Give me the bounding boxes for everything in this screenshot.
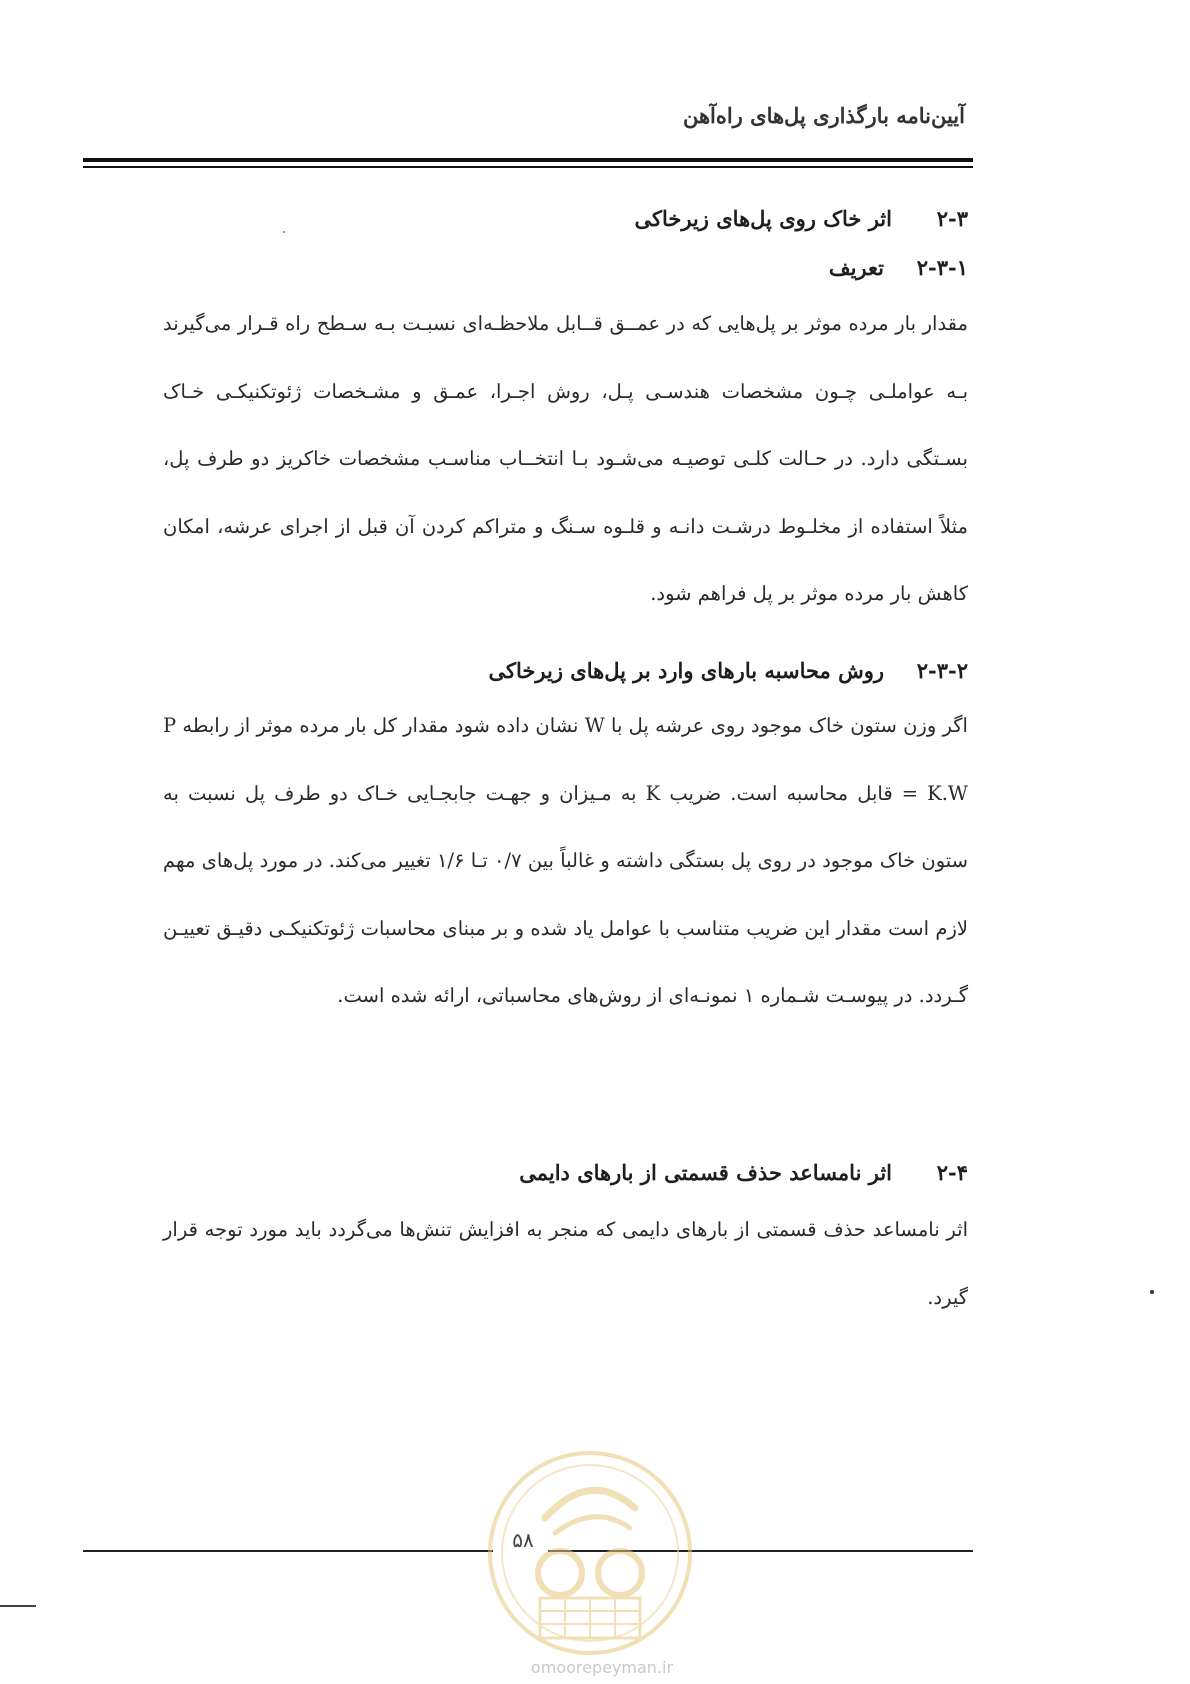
footer-rule-left [83,1550,493,1552]
paragraph-calculation-method: اگر وزن ستون خاک موجود روی عرشه پل با W نشان داده شود مقدار کل بار مرده موثر از رابطه P = K.W قابل محاسبه است. ضریب K به مـیزان و جهـت جابجـایی خـاک دو طرف پل نسبت به ستون خاک موجود در روی پل بستگی داشته و غالباً بین ۰/۷ تـا ۱/۶ تغییر می‌کند. در مورد پل‌های مهم لازم است مقدار این ضریب متناسب با عوامل یاد شده و بر مبنای محاسبات ژئوتکنیکـی دقیـق تعییـن گـردد. در پیوسـت شـماره ۱ نمونـه‌ای از روش‌های محاسباتی، ارائه شده است. [163,714,969,1007]
section-heading-2-4 [218,1160,968,1185]
subsection-title: روش محاسبه بارهای وارد بر پل‌های زیرخاکی [488,658,884,683]
section-heading-2-3 [218,206,968,231]
scan-speck [283,231,285,233]
running-header-title: آیین‌نامه بارگذاری پل‌های راه‌آهن [682,103,965,128]
watermark-seal-logo [485,1448,695,1658]
subsection-number: ۲-۳-۱ [916,255,968,280]
seal-icon [485,1448,695,1658]
header-rule-thick [83,158,973,162]
paragraph-adverse-effect: اثر نامساعد حذف قسمتی از بارهای دایمی که منجر به افزایش تنش‌ها می‌گردد باید مورد توجه قرار گیرد. [163,1218,968,1309]
section-title: اثر نامساعد حذف قسمتی از بارهای دایمی [519,1160,892,1185]
subsection-number: ۲-۳-۲ [916,658,968,683]
section-number: ۲-۴ [936,1160,968,1185]
page-number: ۵۸ [512,1528,534,1552]
subsection-title: تعریف [828,255,884,280]
header-rule-thin [83,166,973,168]
watermark-url: omoorepeyman.ir [530,1658,674,1677]
subsection-heading-2-3-2 [218,658,968,683]
section-number: ۲-۳ [936,206,968,231]
margin-mark [0,1605,36,1607]
paragraph-definition: مقدار بار مرده موثر بر پل‌هایی که در عمــق قــابل ملاحظـه‌ای نسبـت بـه سـطح راه قـرار می‌گیرند بـه عواملـی چـون مشخصات هندسـی پـل، روش اجـرا، عمـق و مشـخصات ژئوتکنیکـی خـاک بسـتگی دارد. در حـالت کلـی توصیـه می‌شـود بـا انتخــاب مناسـب مشخصات خاکریز دو طرف پل، مثلاً استفاده از مخلـوط درشـت دانـه و قلـوه سـنگ و متراکم کردن آن قبل از اجرای عرشه، امکان کاهش بار مرده موثر بر پل فراهم شود. [163,312,968,605]
subsection-heading-2-3-1 [218,255,968,280]
section-title: اثر خاک روی پل‌های زیرخاکی [634,206,892,231]
scan-speck [1150,1290,1154,1294]
